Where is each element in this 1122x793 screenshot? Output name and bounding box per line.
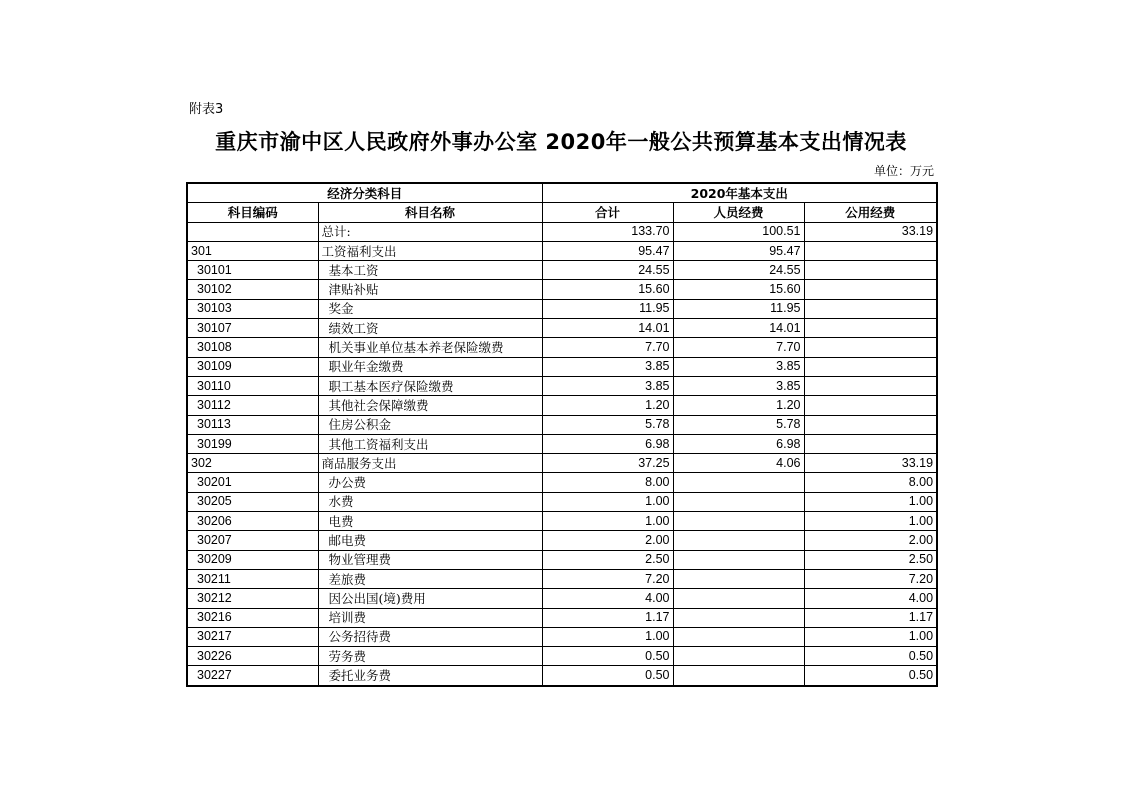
cell-total: 2.00	[542, 531, 673, 550]
table-row	[187, 434, 937, 453]
cell-total: 1.00	[542, 492, 673, 511]
cell-name: 总计:	[318, 222, 542, 241]
table-row	[187, 357, 937, 376]
cell-public: 0.50	[804, 666, 937, 686]
cell-name: 培训费	[318, 608, 542, 627]
cell-total: 24.55	[542, 261, 673, 280]
table-row	[187, 338, 937, 357]
cell-total: 1.00	[542, 627, 673, 646]
cell-public	[804, 434, 937, 453]
cell-total: 3.85	[542, 376, 673, 395]
cell-name: 工资福利支出	[318, 241, 542, 260]
table-row	[187, 415, 937, 434]
table-row	[187, 319, 937, 338]
cell-public: 4.00	[804, 589, 937, 608]
cell-personnel	[673, 647, 804, 666]
table-row	[187, 261, 937, 280]
cell-total: 8.00	[542, 473, 673, 492]
cell-name: 因公出国(境)费用	[318, 589, 542, 608]
cell-name: 差旅费	[318, 569, 542, 588]
cell-personnel	[673, 473, 804, 492]
cell-public: 0.50	[804, 647, 937, 666]
cell-personnel: 6.98	[673, 434, 804, 453]
cell-name: 基本工资	[318, 261, 542, 280]
cell-public: 1.00	[804, 492, 937, 511]
header-code: 科目编码	[187, 203, 318, 222]
cell-public: 8.00	[804, 473, 937, 492]
cell-total: 15.60	[542, 280, 673, 299]
cell-personnel	[673, 627, 804, 646]
cell-name: 职业年金缴费	[318, 357, 542, 376]
cell-total: 95.47	[542, 241, 673, 260]
cell-public	[804, 415, 937, 434]
cell-public: 1.17	[804, 608, 937, 627]
header-economic-classification: 经济分类科目	[187, 183, 542, 203]
cell-total: 6.98	[542, 434, 673, 453]
cell-public: 1.00	[804, 512, 937, 531]
cell-code: 30209	[187, 550, 318, 569]
cell-code: 30216	[187, 608, 318, 627]
cell-personnel	[673, 589, 804, 608]
table-row	[187, 647, 937, 666]
cell-total: 14.01	[542, 319, 673, 338]
table-body	[187, 222, 937, 686]
cell-personnel	[673, 666, 804, 686]
cell-personnel	[673, 512, 804, 531]
cell-total: 1.20	[542, 396, 673, 415]
cell-personnel: 11.95	[673, 299, 804, 318]
cell-personnel: 5.78	[673, 415, 804, 434]
cell-code: 30113	[187, 415, 318, 434]
cell-code: 30207	[187, 531, 318, 550]
cell-total: 133.70	[542, 222, 673, 241]
cell-personnel: 100.51	[673, 222, 804, 241]
cell-name: 邮电费	[318, 531, 542, 550]
cell-name: 津贴补贴	[318, 280, 542, 299]
page-title: 重庆市渝中区人民政府外事办公室 2020年一般公共预算基本支出情况表	[215, 130, 907, 154]
cell-code: 30107	[187, 319, 318, 338]
header-group-row	[187, 183, 937, 203]
cell-total: 1.00	[542, 512, 673, 531]
cell-personnel	[673, 608, 804, 627]
cell-name: 绩效工资	[318, 319, 542, 338]
cell-public: 33.19	[804, 222, 937, 241]
cell-personnel	[673, 492, 804, 511]
cell-total: 5.78	[542, 415, 673, 434]
cell-code: 301	[187, 241, 318, 260]
cell-total: 0.50	[542, 666, 673, 686]
budget-table	[186, 182, 938, 687]
cell-code	[187, 222, 318, 241]
table-row	[187, 280, 937, 299]
table-row	[187, 512, 937, 531]
table-row	[187, 473, 937, 492]
table-row	[187, 627, 937, 646]
cell-code: 30205	[187, 492, 318, 511]
cell-personnel: 3.85	[673, 376, 804, 395]
cell-code: 30217	[187, 627, 318, 646]
cell-name: 办公费	[318, 473, 542, 492]
cell-public: 2.50	[804, 550, 937, 569]
table-row	[187, 666, 937, 686]
cell-name: 住房公积金	[318, 415, 542, 434]
cell-total: 0.50	[542, 647, 673, 666]
cell-personnel: 7.70	[673, 338, 804, 357]
cell-public	[804, 261, 937, 280]
cell-personnel	[673, 569, 804, 588]
cell-total: 11.95	[542, 299, 673, 318]
table-row	[187, 376, 937, 395]
cell-personnel: 24.55	[673, 261, 804, 280]
cell-name: 劳务费	[318, 647, 542, 666]
cell-total: 7.70	[542, 338, 673, 357]
cell-total: 3.85	[542, 357, 673, 376]
cell-personnel	[673, 550, 804, 569]
attachment-label: 附表3	[189, 102, 224, 117]
cell-code: 30102	[187, 280, 318, 299]
cell-name: 其他工资福利支出	[318, 434, 542, 453]
header-personnel: 人员经费	[673, 203, 804, 222]
cell-name: 委托业务费	[318, 666, 542, 686]
cell-name: 公务招待费	[318, 627, 542, 646]
cell-code: 30199	[187, 434, 318, 453]
cell-name: 物业管理费	[318, 550, 542, 569]
cell-name: 水费	[318, 492, 542, 511]
cell-personnel	[673, 531, 804, 550]
header-column-row	[187, 203, 937, 222]
cell-public	[804, 396, 937, 415]
cell-public: 7.20	[804, 569, 937, 588]
cell-public	[804, 357, 937, 376]
cell-personnel: 3.85	[673, 357, 804, 376]
cell-code: 30103	[187, 299, 318, 318]
header-public: 公用经费	[804, 203, 937, 222]
cell-public	[804, 299, 937, 318]
cell-code: 30201	[187, 473, 318, 492]
cell-code: 30212	[187, 589, 318, 608]
cell-code: 30226	[187, 647, 318, 666]
cell-public	[804, 319, 937, 338]
unit-label: 单位：万元	[873, 164, 934, 178]
cell-code: 30227	[187, 666, 318, 686]
cell-public: 33.19	[804, 454, 937, 473]
cell-total: 2.50	[542, 550, 673, 569]
cell-code: 30101	[187, 261, 318, 280]
cell-total: 4.00	[542, 589, 673, 608]
cell-total: 1.17	[542, 608, 673, 627]
cell-name: 机关事业单位基本养老保险缴费	[318, 338, 542, 357]
header-total: 合计	[542, 203, 673, 222]
table-row	[187, 569, 937, 588]
cell-personnel: 4.06	[673, 454, 804, 473]
cell-code: 302	[187, 454, 318, 473]
cell-public	[804, 376, 937, 395]
cell-public	[804, 241, 937, 260]
table-row	[187, 589, 937, 608]
cell-code: 30110	[187, 376, 318, 395]
cell-total: 7.20	[542, 569, 673, 588]
cell-code: 30108	[187, 338, 318, 357]
cell-name: 商品服务支出	[318, 454, 542, 473]
cell-public: 2.00	[804, 531, 937, 550]
cell-name: 职工基本医疗保险缴费	[318, 376, 542, 395]
table-row	[187, 222, 937, 241]
cell-personnel: 14.01	[673, 319, 804, 338]
table-row	[187, 531, 937, 550]
cell-personnel: 95.47	[673, 241, 804, 260]
cell-code: 30112	[187, 396, 318, 415]
cell-personnel: 1.20	[673, 396, 804, 415]
header-basic-expenditure: 2020年基本支出	[542, 183, 937, 203]
cell-total: 37.25	[542, 454, 673, 473]
table-row	[187, 241, 937, 260]
cell-public: 1.00	[804, 627, 937, 646]
cell-name: 电费	[318, 512, 542, 531]
cell-code: 30211	[187, 569, 318, 588]
table-row	[187, 550, 937, 569]
cell-name: 其他社会保障缴费	[318, 396, 542, 415]
cell-name: 奖金	[318, 299, 542, 318]
table-row	[187, 299, 937, 318]
cell-public	[804, 338, 937, 357]
table-row	[187, 492, 937, 511]
table-row	[187, 454, 937, 473]
header-name: 科目名称	[318, 203, 542, 222]
cell-code: 30206	[187, 512, 318, 531]
table-row	[187, 608, 937, 627]
cell-code: 30109	[187, 357, 318, 376]
cell-public	[804, 280, 937, 299]
cell-personnel: 15.60	[673, 280, 804, 299]
table-row	[187, 396, 937, 415]
